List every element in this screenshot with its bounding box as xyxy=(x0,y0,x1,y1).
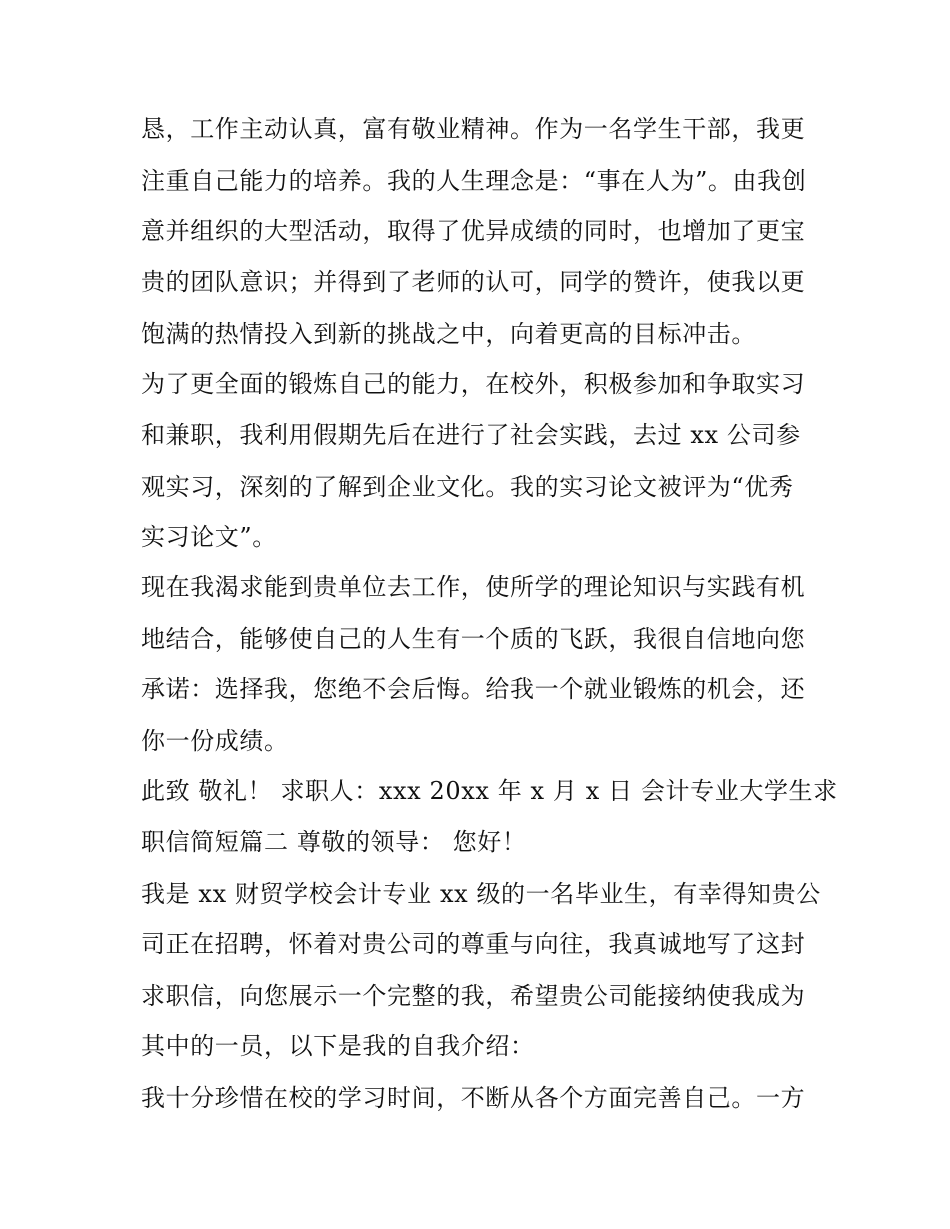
text-line: 恳，工作主动认真，富有敬业精神。作为一名学生干部，我更 xyxy=(141,115,806,143)
text-line: 贵的团队意识；并得到了老师的认可，同学的赞许，使我以更 xyxy=(141,268,806,296)
text-line: 承诺：选择我，您绝不会后悔。给我一个就业锻炼的机会，还 xyxy=(141,675,806,703)
text-line: 饱满的热情投入到新的挑战之中，向着更高的目标冲击。 xyxy=(141,320,756,348)
text-line: 实习论文”。 xyxy=(141,523,277,551)
text-line: 为了更全面的锻炼自己的能力，在校外，积极参加和争取实习 xyxy=(141,370,806,398)
text-line: 和兼职，我利用假期先后在进行了社会实践，去过 xx 公司参 xyxy=(141,421,801,449)
text-line: 其中的一员，以下是我的自我介绍： xyxy=(141,1032,535,1060)
text-line: 我是 xx 财贸学校会计专业 xx 级的一名毕业生，有幸得知贵公 xyxy=(141,880,821,908)
text-line: 地结合，能够使自己的人生有一个质的飞跃，我很自信地向您 xyxy=(141,625,806,653)
text-line: 你一份成绩。 xyxy=(141,727,289,755)
text-line: 我十分珍惜在校的学习时间，不断从各个方面完善自己。一方 xyxy=(141,1084,806,1112)
text-line: 此致 敬礼！ 求职人：xxx 20xx 年 x 月 x 日 会计专业大学生求 xyxy=(141,777,838,805)
text-line: 求职信，向您展示一个完整的我，希望贵公司能接纳使我成为 xyxy=(141,982,806,1010)
text-line: 司正在招聘，怀着对贵公司的尊重与向往，我真诚地写了这封 xyxy=(141,930,806,958)
text-line: 意并组织的大型活动，取得了优异成绩的同时，也增加了更宝 xyxy=(141,217,806,245)
text-line: 注重自己能力的培养。我的人生理念是：“事在人为”。由我创 xyxy=(141,167,807,195)
text-line: 职信简短篇二 尊敬的领导： 您好！ xyxy=(141,828,527,856)
text-line: 观实习，深刻的了解到企业文化。我的实习论文被评为“优秀 xyxy=(141,473,794,501)
text-line: 现在我渴求能到贵单位去工作，使所学的理论知识与实践有机 xyxy=(141,573,806,601)
